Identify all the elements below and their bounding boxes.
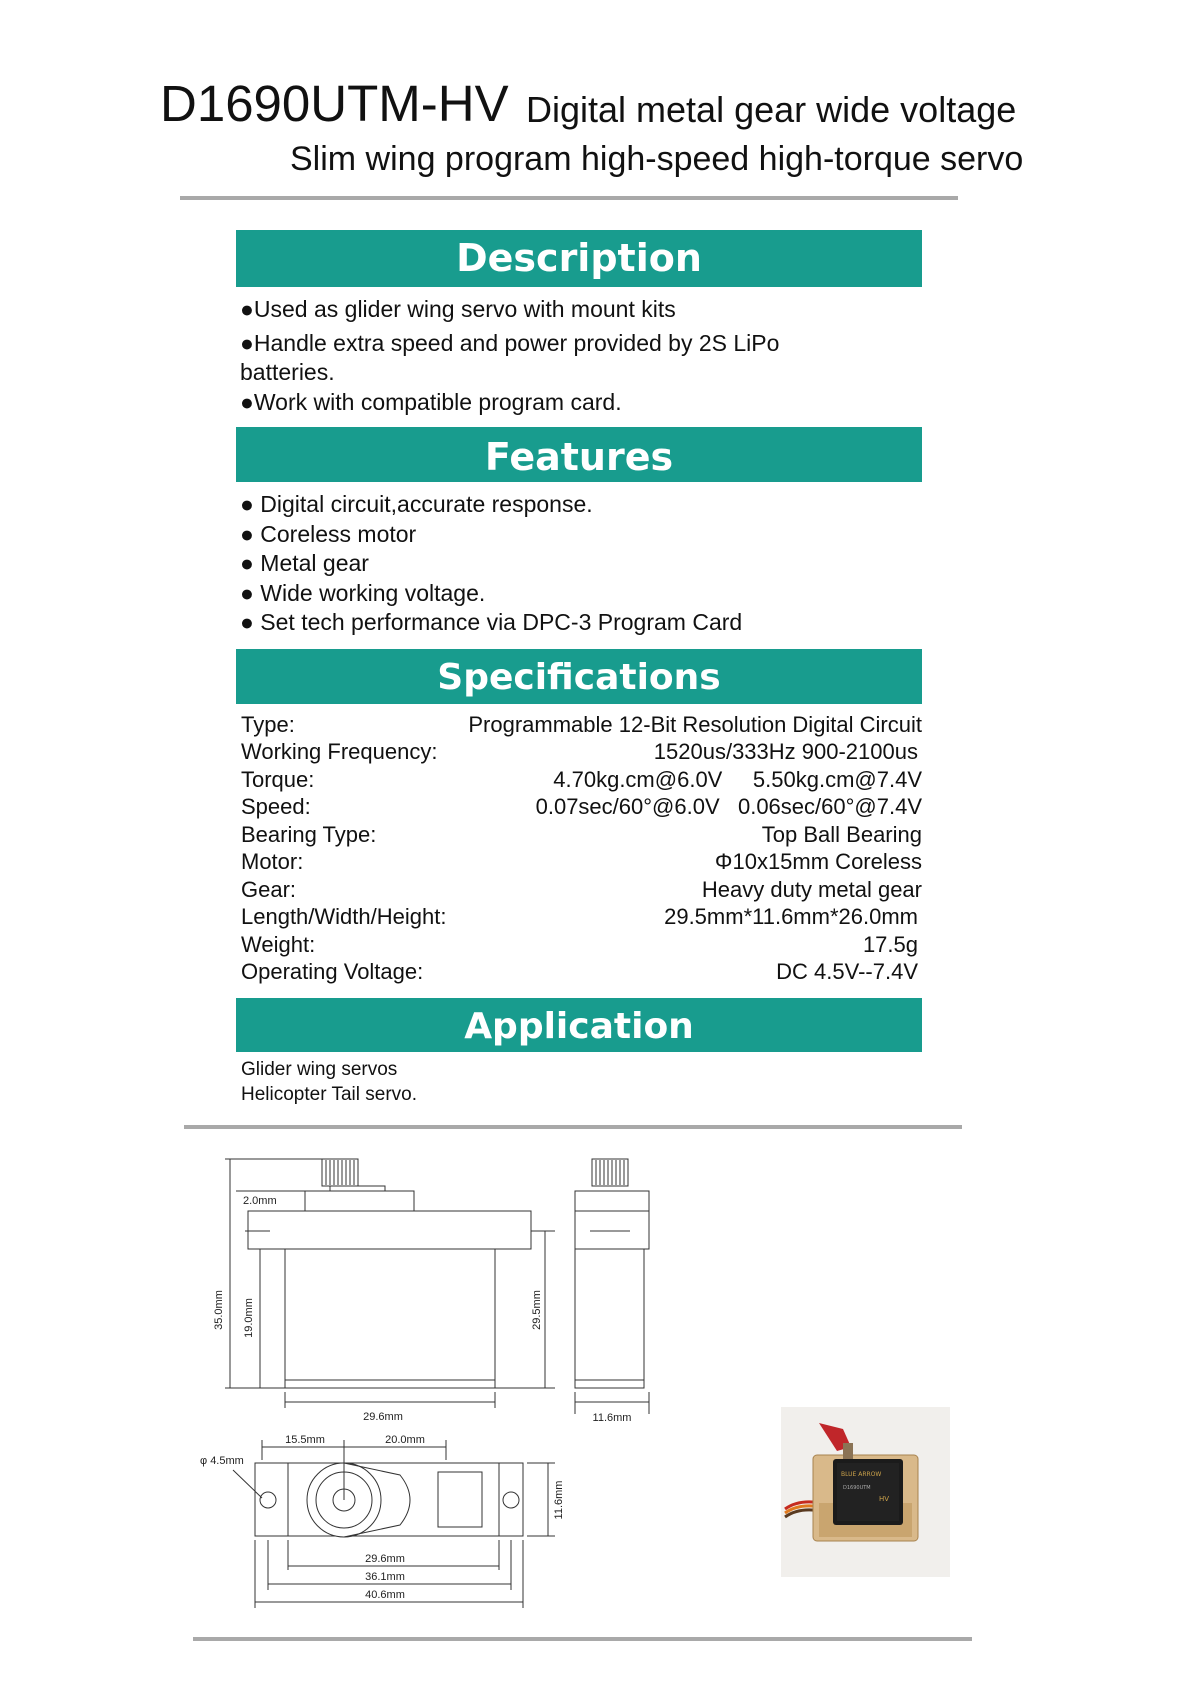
dim-phi-4-5mm: φ 4.5mm [200, 1455, 244, 1467]
spec-value: DC 4.5V--7.4V [776, 959, 918, 984]
photo-label-brand: BLUE ARROW [841, 1471, 882, 1478]
servo-front-view [575, 1159, 649, 1388]
feature-item: ● Set tech performance via DPC-3 Program Card [240, 609, 743, 635]
dim-2mm: 2.0mm [243, 1195, 277, 1207]
spec-value: 29.5mm*11.6mm*26.0mm [664, 904, 918, 929]
spec-label: Working Frequency: [241, 739, 438, 764]
spec-label: Operating Voltage: [241, 959, 424, 984]
spec-label: Weight: [241, 932, 316, 957]
spec-label: Torque: [241, 767, 315, 792]
description-line: ●Work with compatible program card. [240, 389, 622, 415]
specifications-heading: Specifications [437, 657, 721, 698]
spec-label: Length/Width/Height: [241, 904, 447, 929]
servo-side-view [248, 1159, 531, 1388]
dim-36-1mm: 36.1mm [365, 1571, 405, 1583]
spec-label: Speed: [241, 794, 311, 819]
features-heading: Features [484, 435, 674, 479]
description-line: batteries. [240, 359, 335, 385]
feature-item: ● Coreless motor [240, 521, 417, 547]
feature-item: ● Wide working voltage. [240, 580, 486, 606]
spec-value: Programmable 12-Bit Resolution Digital Circuit [468, 712, 922, 737]
dim-11-6mm-side: 11.6mm [592, 1412, 632, 1424]
spec-value: 4.70kg.cm@6.0V 5.50kg.cm@7.4V [553, 767, 922, 792]
subtitle-line-2: Slim wing program high-speed high-torque servo [290, 140, 1024, 178]
description-line: ●Handle extra speed and power provided by 2S LiPo [240, 330, 780, 356]
spec-value: Heavy duty metal gear [701, 877, 922, 902]
dim-29-6mm-top: 29.6mm [365, 1553, 405, 1565]
application-heading: Application [464, 1006, 694, 1047]
spec-label: Bearing Type: [241, 822, 377, 847]
feature-item: ● Digital circuit,accurate response. [240, 491, 593, 517]
spec-label: Motor: [241, 849, 304, 874]
dim-20mm: 20.0mm [385, 1434, 425, 1446]
dim-15-5mm: 15.5mm [285, 1434, 325, 1446]
spec-label: Gear: [241, 877, 297, 902]
photo-label-model: D1690UTM [843, 1485, 871, 1491]
spec-value: 17.5g [862, 932, 918, 957]
dim-29-6mm-side: 29.6mm [363, 1411, 403, 1423]
dim-35mm: 35.0mm [213, 1290, 225, 1330]
photo-label-hv: HV [879, 1495, 890, 1503]
servo-photo-illustration [781, 1407, 950, 1577]
footer-divider [193, 1637, 972, 1641]
subtitle-line-1: Digital metal gear wide voltage [526, 89, 1017, 130]
dim-11-6mm-top: 11.6mm [553, 1480, 565, 1520]
spec-value: Φ10x15mm Coreless [714, 849, 922, 874]
product-model: D1690UTM-HV [160, 75, 509, 132]
application-line: Helicopter Tail servo. [241, 1084, 418, 1105]
spec-value: 1520us/333Hz 900-2100us [653, 739, 918, 764]
dim-19mm: 19.0mm [243, 1298, 255, 1338]
description-line: ●Used as glider wing servo with mount kits [240, 296, 676, 322]
feature-item: ● Metal gear [240, 550, 369, 576]
spec-label: Type: [241, 712, 295, 737]
spec-value: Top Ball Bearing [761, 822, 922, 847]
application-line: Glider wing servos [241, 1059, 398, 1080]
spec-value: 0.07sec/60°@6.0V 0.06sec/60°@7.4V [535, 794, 922, 819]
dim-40-6mm: 40.6mm [365, 1589, 405, 1601]
product-photo [781, 1407, 950, 1577]
dim-29-5mm: 29.5mm [531, 1290, 543, 1330]
description-heading: Description [456, 236, 702, 280]
servo-top-view [255, 1463, 523, 1537]
